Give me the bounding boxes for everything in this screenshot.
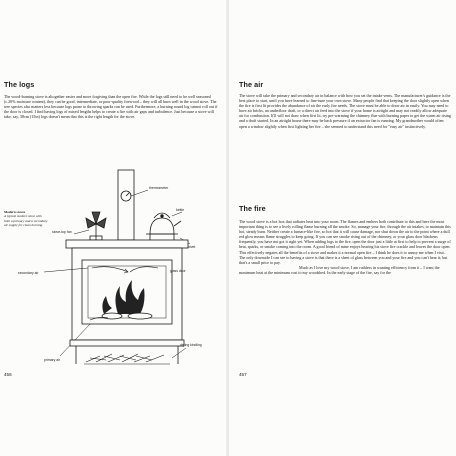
label-stove-top-fan: stove-top fan [52, 230, 72, 234]
label-thermometer: thermometer [149, 186, 169, 190]
stove-top [66, 240, 188, 248]
sidenote-title: Modern stoves [4, 210, 26, 214]
stove-diagram [0, 168, 227, 378]
kettle-icon [150, 213, 181, 234]
label-glass-door: glass door [170, 269, 186, 273]
stove-base [70, 340, 184, 346]
fire-body [239, 219, 451, 275]
right-page [229, 0, 456, 456]
kindling-pile-icon [84, 354, 170, 364]
fire-paragraph-2: Much as I love my wood stove, I am ruthless in wanting efficiency from it – I want the maximum heat at the minimum cost to my woodshed. In the early stage of the fire, say for the [239, 264, 440, 275]
logs-body [4, 94, 218, 119]
page-number-left: 456 [4, 372, 12, 377]
heading-the-fire: The fire [239, 204, 266, 213]
flue-pipe [118, 170, 134, 240]
label-kettle: kettle [176, 208, 185, 212]
label-secondary-air: secondary air [18, 271, 39, 275]
heading-the-logs: The logs [4, 80, 35, 89]
label-trivet: trivet [188, 245, 196, 249]
trivet-icon [146, 234, 178, 240]
sidenote-text: A typical modern stove with both a primary and a secondary air supply for clean burning. [4, 214, 48, 227]
label-primary-air: primary air [44, 358, 61, 362]
heading-the-air: The air [239, 80, 264, 89]
logs-paragraph: The wood-burning stove is altogether easier and more forgiving than the open fire. While the logs still need to be well seasoned (c.20% moisture content), they can be good, intermediate, or poor-quality firewood – they will all burn well in the wood stove. The tree species also matters less because logs prone to throwing sparks can be used. Furthermore, a burning round log cannot roll out if the door is closed. I find having logs of mixed lengths helps to create a fire with air gaps and turbulence. Just because a stove will take, say, 38cm (15in) logs doesn't mean that this is the right length for the stove. [4, 94, 218, 120]
page-number-right: 457 [239, 372, 247, 377]
left-page [0, 0, 227, 456]
fire-paragraph-1: The wood stove is a hot box that radiates heat into your room. The flames and embers both contribute to this and here the most important thing is to see a lively rolling flame burning all the smoke. So, manage your fire, through the air intakes, to maintain this hot, steady burn. Neither create a furnace-like fire, so hot that it will cause damage, nor shut down the air to the point where a dull red glow means flame struggles to keep going. If you can see smoke rising out of the chimney, or your glass door blackens frequently, you have not got it right yet. When adding logs to the fire, open the door just a little at first to help to prevent a surge of heat, sparks, or smoke coming into the room. A good friend of mine enjoys hearing his stove fire crackle and leaves the door open. This effectively negates all the benefits of a stove and makes it a normal open fire – I think he does it to annoy me when I visit. The only downside I can see to having a stove is that there is a sheet of glass between you and your fire and you can't hear it; but that's a small price to pay. [239, 219, 451, 265]
label-drying-kindling: drying kindling [180, 343, 202, 347]
air-paragraph: The stove will take the primary and secondary air in balance with how you set the intake vents. The manufacturer's guidance is the best place to start, until you have learned to fine-tune your own stove. Many people find that keeping the door slightly open when the fire is first lit provides the abundance of air the early fire needs. The stove must be able to draw air in easily. You may need to have air bricks, an underfloor draft, or a direct air feed into the stove if your home is airtight and may not readily allow adequate air for combustion. It'll will not draw when first lit, try pre-warming the chimney flue with burning paper to get the warm air rising and a draft started. In an airtight house there may be back pressure if an extractor fan is running. My grandmother would often open a window slightly when first lighting her fire – she seemed to understand this need for "easy air" instinctively. [239, 93, 451, 129]
air-body [239, 93, 451, 129]
stove-top-fan-icon [86, 212, 106, 240]
